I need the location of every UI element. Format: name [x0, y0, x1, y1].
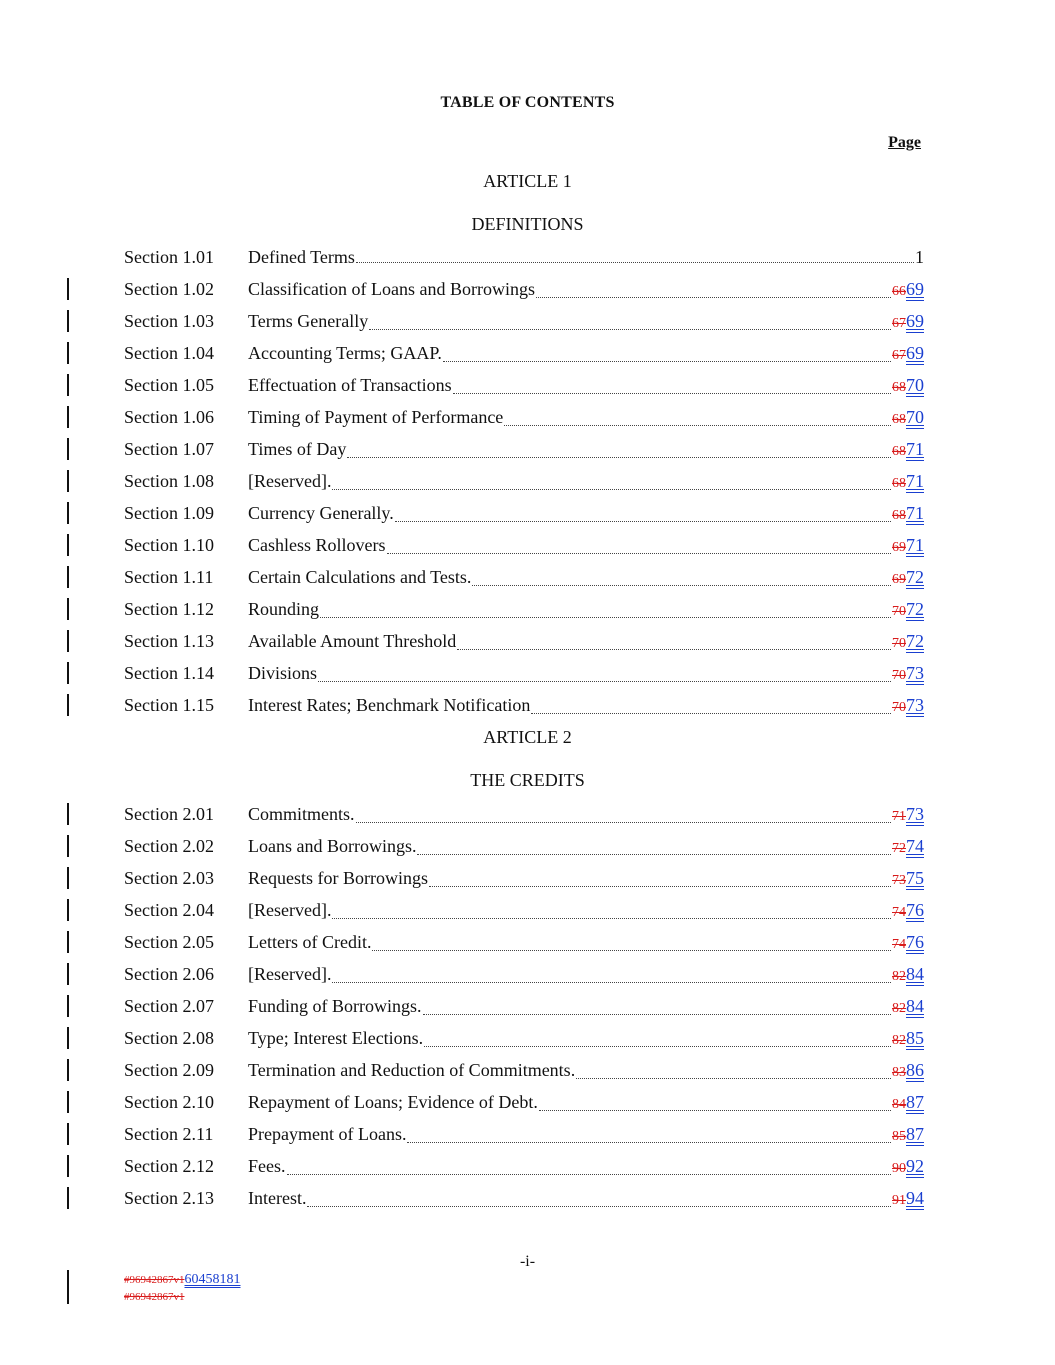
page-ref — [892, 661, 924, 688]
doc-id-line-2 — [124, 1290, 185, 1304]
change-bar — [67, 963, 69, 985]
toc-entry[interactable] — [124, 629, 924, 653]
deleted-page-number: 90 — [892, 1161, 906, 1176]
deleted-page-number: 68 — [892, 380, 906, 395]
toc-title: TABLE OF CONTENTS — [440, 94, 615, 111]
change-bar — [67, 1091, 69, 1113]
inserted-page-number[interactable]: 87 — [906, 1092, 924, 1112]
section-title: Divisions — [248, 663, 318, 683]
page-ref — [892, 962, 924, 989]
change-bar — [67, 662, 69, 684]
page-ref — [892, 501, 924, 528]
change-bar — [67, 630, 69, 652]
page-ref — [892, 693, 924, 720]
page-ref — [892, 309, 924, 336]
page-ref — [892, 866, 924, 893]
page-ref — [892, 533, 924, 560]
section-title: Prepayment of Loans. — [248, 1124, 407, 1144]
inserted-page-number[interactable]: 85 — [906, 1028, 924, 1048]
change-bar — [67, 1027, 69, 1049]
inserted-page-number[interactable]: 70 — [906, 407, 924, 427]
change-bar — [67, 406, 69, 428]
inserted-page-number[interactable]: 92 — [906, 1156, 924, 1176]
change-bar — [67, 931, 69, 953]
change-bar — [67, 867, 69, 889]
section-title: Requests for Borrowings — [248, 868, 428, 888]
change-bar — [67, 374, 69, 396]
section-number: Section 1.01 — [124, 247, 214, 267]
deleted-page-number: 70 — [892, 636, 906, 651]
article-2-heading: THE CREDITS — [470, 770, 585, 790]
dot-leader — [347, 456, 891, 458]
inserted-page-number[interactable]: 75 — [906, 868, 924, 888]
page-ref — [892, 1058, 924, 1085]
page-ref — [892, 373, 924, 400]
inserted-page-number[interactable]: 94 — [906, 1188, 924, 1208]
article-1-heading: DEFINITIONS — [471, 214, 584, 234]
toc-entry[interactable] — [124, 597, 924, 621]
change-bar — [67, 598, 69, 620]
dot-leader — [320, 616, 891, 618]
section-number: Section 1.12 — [124, 599, 214, 619]
inserted-page-number[interactable]: 76 — [906, 932, 924, 952]
section-number: Section 1.05 — [124, 375, 214, 395]
section-title: Times of Day — [248, 439, 347, 459]
section-title: Fees. — [248, 1156, 286, 1176]
change-bar — [67, 470, 69, 492]
change-bar — [67, 995, 69, 1017]
deleted-page-number: 73 — [892, 873, 906, 888]
page-ref — [892, 277, 924, 304]
change-bar — [67, 502, 69, 524]
dot-leader — [423, 1013, 891, 1015]
toc-entry[interactable] — [124, 437, 924, 461]
dot-leader — [443, 360, 891, 362]
toc-entry[interactable] — [124, 962, 924, 986]
change-bar — [67, 835, 69, 857]
inserted-page-number[interactable]: 70 — [906, 375, 924, 395]
page-ref — [892, 597, 924, 624]
section-title: Interest Rates; Benchmark Notification — [248, 695, 531, 715]
change-bar — [67, 1059, 69, 1081]
inserted-page-number[interactable]: 73 — [906, 804, 924, 824]
dot-leader — [395, 520, 891, 522]
inserted-page-number[interactable]: 74 — [906, 836, 924, 856]
inserted-page-number[interactable]: 86 — [906, 1060, 924, 1080]
dot-leader — [531, 712, 891, 714]
section-title: Accounting Terms; GAAP. — [248, 343, 442, 363]
toc-entry[interactable] — [124, 1154, 924, 1178]
dot-leader — [472, 584, 891, 586]
deleted-page-number: 68 — [892, 444, 906, 459]
toc-entry[interactable] — [124, 898, 924, 922]
section-title: Defined Terms — [248, 247, 355, 267]
section-title: Loans and Borrowings. — [248, 836, 417, 856]
section-number: Section 1.09 — [124, 503, 214, 523]
toc-entry[interactable] — [124, 1122, 924, 1146]
deleted-page-number: 68 — [892, 508, 906, 523]
section-title: Type; Interest Elections. — [248, 1028, 424, 1048]
dot-leader — [356, 261, 914, 263]
dot-leader — [504, 424, 891, 426]
deleted-page-number: 70 — [892, 668, 906, 683]
section-number: Section 1.08 — [124, 471, 214, 491]
inserted-page-number[interactable]: 76 — [906, 900, 924, 920]
toc-entry[interactable] — [124, 245, 924, 269]
section-number: Section 1.13 — [124, 631, 214, 651]
deleted-page-number: 68 — [892, 476, 906, 491]
toc-entry[interactable] — [124, 341, 924, 365]
section-number: Section 2.09 — [124, 1060, 214, 1080]
doc-id-inserted: 60458181 — [184, 1272, 241, 1287]
change-bar — [67, 534, 69, 556]
toc-entry[interactable] — [124, 277, 924, 301]
section-number: Section 2.10 — [124, 1092, 214, 1112]
toc-entry[interactable] — [124, 1090, 924, 1114]
deleted-page-number: 72 — [892, 841, 906, 856]
change-bar — [67, 1123, 69, 1145]
section-title: Commitments. — [248, 804, 355, 824]
page-ref — [892, 1154, 924, 1181]
dot-leader — [332, 488, 891, 490]
toc-entry[interactable] — [124, 1026, 924, 1050]
deleted-page-number: 68 — [892, 412, 906, 427]
deleted-page-number: 66 — [892, 284, 906, 299]
deleted-page-number: 71 — [892, 809, 906, 824]
page-ref — [892, 834, 924, 861]
page-ref — [892, 930, 924, 957]
inserted-page-number[interactable]: 72 — [906, 599, 924, 619]
section-title: Rounding — [248, 599, 320, 619]
toc-entry[interactable] — [124, 834, 924, 858]
doc-id-deleted: #96942867v1 — [124, 1274, 185, 1286]
article-2-label: ARTICLE 2 — [483, 727, 572, 747]
section-title: Repayment of Loans; Evidence of Debt. — [248, 1092, 538, 1112]
section-title: Classification of Loans and Borrowings — [248, 279, 535, 299]
page-ref — [892, 1186, 924, 1213]
toc-entry[interactable] — [124, 469, 924, 493]
toc-entry[interactable] — [124, 866, 924, 890]
page-number: -i- — [519, 1253, 536, 1270]
section-number: Section 1.07 — [124, 439, 214, 459]
deleted-page-number: 74 — [892, 937, 906, 952]
section-number: Section 2.02 — [124, 836, 214, 856]
change-bar — [67, 1155, 69, 1177]
dot-leader — [536, 296, 891, 298]
toc-entry[interactable] — [124, 1058, 924, 1082]
deleted-page-number: 70 — [892, 700, 906, 715]
inserted-page-number[interactable]: 87 — [906, 1124, 924, 1144]
change-bar — [67, 1187, 69, 1209]
section-title: Letters of Credit. — [248, 932, 372, 952]
inserted-page-number[interactable]: 71 — [906, 471, 924, 491]
section-number: Section 2.08 — [124, 1028, 214, 1048]
toc-entry[interactable] — [124, 661, 924, 685]
section-number: Section 1.10 — [124, 535, 214, 555]
section-number: Section 2.01 — [124, 804, 214, 824]
toc-entry[interactable] — [124, 1186, 924, 1210]
section-number: Section 1.06 — [124, 407, 214, 427]
section-number: Section 2.03 — [124, 868, 214, 888]
section-number: Section 2.07 — [124, 996, 214, 1016]
toc-entry[interactable] — [124, 501, 924, 525]
dot-leader — [287, 1173, 892, 1175]
deleted-page-number: 85 — [892, 1129, 906, 1144]
deleted-page-number: 91 — [892, 1193, 906, 1208]
toc-entry[interactable] — [124, 994, 924, 1018]
inserted-page-number[interactable]: 71 — [906, 439, 924, 459]
change-bar — [67, 278, 69, 300]
page-ref — [892, 1122, 924, 1149]
inserted-page-number[interactable]: 71 — [906, 535, 924, 555]
dot-leader — [332, 981, 891, 983]
inserted-page-number[interactable]: 73 — [906, 695, 924, 715]
doc-id-line-1 — [124, 1273, 241, 1287]
section-title: Available Amount Threshold — [248, 631, 457, 651]
deleted-page-number: 82 — [892, 1001, 906, 1016]
dot-leader — [356, 821, 891, 823]
deleted-page-number: 69 — [892, 572, 906, 587]
deleted-page-number: 69 — [892, 540, 906, 555]
page-ref — [892, 898, 924, 925]
page-ref — [892, 994, 924, 1021]
page-ref — [892, 405, 924, 432]
section-title: Terms Generally — [248, 311, 369, 331]
inserted-page-number[interactable]: 71 — [906, 503, 924, 523]
section-title: Interest. — [248, 1188, 307, 1208]
dot-leader — [576, 1077, 891, 1079]
dot-leader — [387, 552, 892, 554]
section-number: Section 2.12 — [124, 1156, 214, 1176]
page-ref — [892, 802, 924, 829]
page-ref — [892, 437, 924, 464]
doc-id-deleted-2: #96942867v1 — [124, 1291, 185, 1303]
deleted-page-number: 74 — [892, 905, 906, 920]
toc-entry[interactable] — [124, 405, 924, 429]
section-title: [Reserved]. — [248, 964, 332, 984]
section-title: Cashless Rollovers — [248, 535, 386, 555]
deleted-page-number: 82 — [892, 969, 906, 984]
page-ref — [892, 629, 924, 656]
dot-leader — [429, 885, 891, 887]
dot-leader — [453, 392, 891, 394]
section-number: Section 1.11 — [124, 567, 214, 587]
dot-leader — [369, 328, 891, 330]
page-ref — [892, 1026, 924, 1053]
page-ref — [892, 341, 924, 368]
section-title: [Reserved]. — [248, 471, 332, 491]
section-number: Section 1.15 — [124, 695, 214, 715]
section-number: Section 2.05 — [124, 932, 214, 952]
section-number: Section 2.04 — [124, 900, 214, 920]
dot-leader — [539, 1109, 891, 1111]
change-bar — [67, 899, 69, 921]
section-title: Effectuation of Transactions — [248, 375, 452, 395]
section-title: Termination and Reduction of Commitments. — [248, 1060, 576, 1080]
page-column-label: Page — [888, 134, 921, 151]
inserted-page-number[interactable]: 73 — [906, 663, 924, 683]
section-title: Certain Calculations and Tests. — [248, 567, 472, 587]
deleted-page-number: 84 — [892, 1097, 906, 1112]
inserted-page-number[interactable]: 69 — [906, 343, 924, 363]
inserted-page-number[interactable]: 84 — [906, 964, 924, 984]
toc-entry[interactable] — [124, 930, 924, 954]
toc-entry[interactable] — [124, 373, 924, 397]
inserted-page-number[interactable]: 72 — [906, 567, 924, 587]
toc-entry[interactable] — [124, 802, 924, 826]
deleted-page-number: 67 — [892, 316, 906, 331]
section-number: Section 2.06 — [124, 964, 214, 984]
dot-leader — [417, 853, 891, 855]
change-bar — [67, 803, 69, 825]
deleted-page-number: 67 — [892, 348, 906, 363]
section-title: Timing of Payment of Performance — [248, 407, 504, 427]
change-bar — [67, 438, 69, 460]
section-number: Section 1.14 — [124, 663, 214, 683]
page-ref — [915, 245, 924, 269]
inserted-page-number[interactable]: 69 — [906, 279, 924, 299]
section-number: Section 1.04 — [124, 343, 214, 363]
section-number: Section 1.02 — [124, 279, 214, 299]
section-title: Currency Generally. — [248, 503, 394, 523]
inserted-page-number[interactable]: 69 — [906, 311, 924, 331]
inserted-page-number[interactable]: 84 — [906, 996, 924, 1016]
dot-leader — [307, 1205, 891, 1207]
dot-leader — [457, 648, 891, 650]
section-number: Section 2.13 — [124, 1188, 214, 1208]
change-bar — [67, 1270, 69, 1304]
change-bar — [67, 694, 69, 716]
change-bar — [67, 342, 69, 364]
dot-leader — [424, 1045, 891, 1047]
page-ref — [892, 469, 924, 496]
section-title: [Reserved]. — [248, 900, 332, 920]
section-number: Section 1.03 — [124, 311, 214, 331]
deleted-page-number: 83 — [892, 1065, 906, 1080]
page-ref — [892, 1090, 924, 1117]
section-title: Funding of Borrowings. — [248, 996, 422, 1016]
toc-entry[interactable] — [124, 309, 924, 333]
dot-leader — [372, 949, 891, 951]
dot-leader — [407, 1141, 891, 1143]
page-number-ref[interactable]: 1 — [915, 247, 924, 267]
dot-leader — [332, 917, 891, 919]
toc-entry[interactable] — [124, 565, 924, 589]
inserted-page-number[interactable]: 72 — [906, 631, 924, 651]
change-bar — [67, 566, 69, 588]
deleted-page-number: 82 — [892, 1033, 906, 1048]
change-bar — [67, 310, 69, 332]
section-number: Section 2.11 — [124, 1124, 214, 1144]
article-1-label: ARTICLE 1 — [483, 171, 572, 191]
deleted-page-number: 70 — [892, 604, 906, 619]
page-ref — [892, 565, 924, 592]
toc-entry[interactable] — [124, 533, 924, 557]
toc-entry[interactable] — [124, 693, 924, 717]
dot-leader — [318, 680, 891, 682]
